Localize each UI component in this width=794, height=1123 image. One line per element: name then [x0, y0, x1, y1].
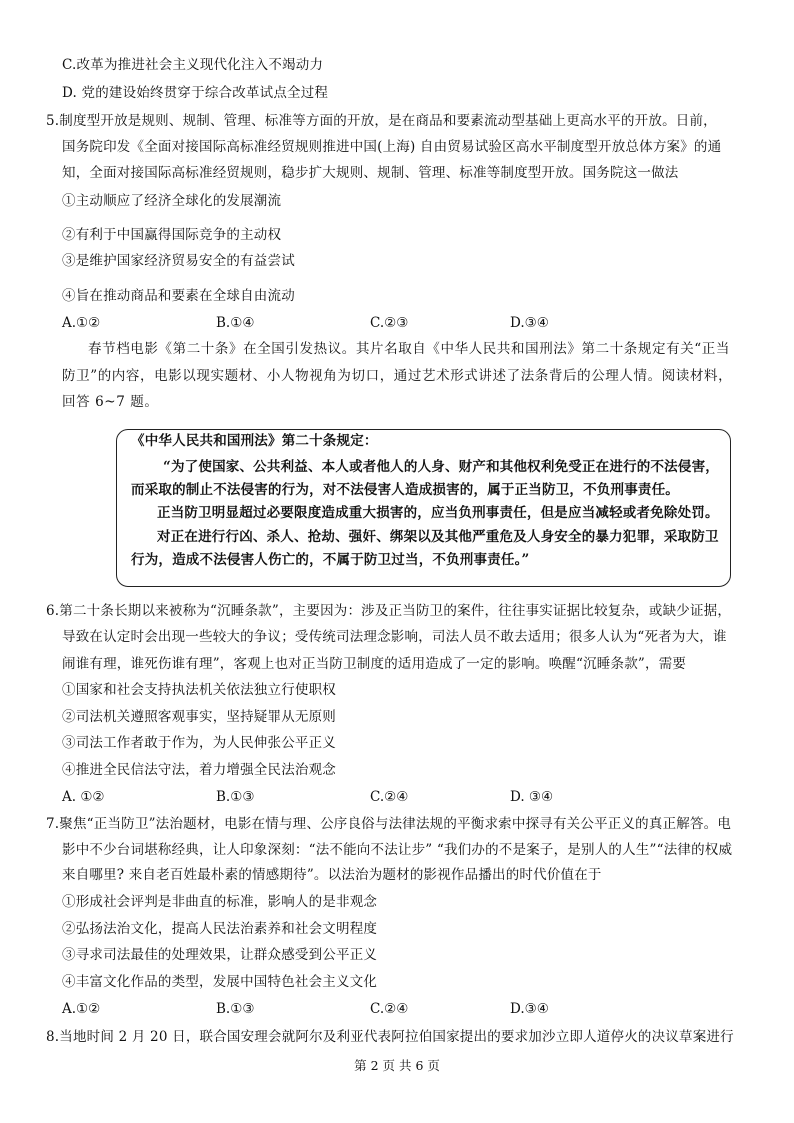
- choice-b[interactable]: B.①③: [216, 789, 255, 805]
- q6-item: ④推进全民信法守法，着力增强全民法治观念: [62, 762, 336, 778]
- choice-d[interactable]: D. ③④: [510, 789, 554, 805]
- law-quote-line: 行为，造成不法侵害人伤亡的，不属于防卫过当，不负刑事责任。”: [131, 552, 530, 568]
- q6-stem-line: 导致在认定时会出现一些较大的争议；受传统司法理念影响，司法人员不敢去适用；很多人认为“死者为大，谁: [62, 629, 727, 645]
- q7-stem-line: 影中不少台词堪称经典，让人印象深刻：“法不能向不法让步” “我们办的不是案子，是别人的人生”“法律的权威: [62, 842, 733, 858]
- choice-d[interactable]: D.③④: [510, 315, 549, 331]
- option-c-previous: C.改革为推进社会主义现代化注入不竭动力: [62, 57, 324, 73]
- q6-item: ①国家和社会支持执法机关依法独立行使职权: [62, 682, 336, 698]
- q7-item: ②弘扬法治文化，提高人民法治素养和社会文明程度: [62, 921, 378, 937]
- q6-choices: [62, 788, 742, 806]
- law-quote-box: [116, 429, 731, 587]
- q5-stem-line: 知，全面对接国际高标准经贸规则，稳步扩大规则、规制、管理、标准等制度型开放。国务院这一做法: [62, 165, 679, 181]
- q5-choices: [62, 314, 742, 332]
- q7-item: ①形成社会评判是非曲直的标准，影响人的是非观念: [62, 894, 378, 910]
- choice-c[interactable]: C.②④: [370, 1001, 409, 1017]
- law-quote-line: 而采取的制止不法侵害的行为，对不法侵害人造成损害的，属于正当防卫，不负刑事责任。: [131, 482, 679, 498]
- option-d-previous: D. 党的建设始终贯穿于综合改革试点全过程: [62, 85, 329, 101]
- q5-item: ④旨在推动商品和要素在全球自由流动: [62, 288, 295, 304]
- choice-a[interactable]: A.①②: [62, 315, 101, 331]
- q5-item: ①主动顺应了经济全球化的发展潮流: [62, 193, 282, 209]
- choice-b[interactable]: B.①③: [216, 1001, 255, 1017]
- q5-stem-line: 国务院印发《全面对接国际高标准经贸规则推进中国(上海) 自由贸易试验区高水平制度型开放总体方案》的通: [62, 139, 722, 155]
- q6-item: ③司法工作者敢于作为，为人民伸张公平正义: [62, 735, 336, 751]
- q6-stem-line: 6.第二十条长期以来被称为“沉睡条款”，主要因为：涉及正当防卫的案件，往往事实证据比较复杂，或缺少证据，: [46, 603, 732, 619]
- q5-item: ②有利于中国赢得国际竞争的主动权: [62, 227, 282, 243]
- q6-item: ②司法机关遵照客观事实，坚持疑罪从无原则: [62, 709, 336, 725]
- law-quote-line: “为了使国家、公共利益、本人或者他人的人身、财产和其他权利免受正在进行的不法侵害，: [163, 459, 719, 475]
- choice-b[interactable]: B.①④: [216, 315, 255, 331]
- choice-a[interactable]: A. ①②: [62, 789, 105, 805]
- q6-stem-line: 闹谁有理，谁死伤谁有理”，客观上也对正当防卫制度的适用造成了一定的影响。唤醒“沉睡条款”，需要: [62, 656, 687, 672]
- q5-stem-line: 5.制度型开放是规则、规制、管理、标准等方面的开放，是在商品和要素流动型基础上更高水平的开放。日前，: [46, 113, 717, 129]
- choice-d[interactable]: D.③④: [510, 1001, 549, 1017]
- q8-stem-line: 8.当地时间 2 月 20 日，联合国安理会就阿尔及利亚代表阿拉伯国家提出的要求加沙立即人道停火的决议草案进行: [46, 1029, 734, 1045]
- intro-line: 回答 6~7 题。: [62, 394, 159, 410]
- choice-c[interactable]: C.②③: [370, 315, 409, 331]
- intro-line: 春节档电影《第二十条》在全国引发热议。其片名取自《中华人民共和国刑法》第二十条规定有关“正当: [88, 341, 730, 357]
- q7-stem-line: 来自哪里? 来自老百姓最朴素的情感期待”。以法治为题材的影视作品播出的时代价值在于: [62, 867, 602, 883]
- q5-item: ③是维护国家经济贸易安全的有益尝试: [62, 253, 295, 269]
- law-quote-title: 《中华人民共和国刑法》第二十条规定：: [131, 433, 378, 449]
- page-number-footer: 第 2 页 共 6 页: [354, 1058, 440, 1073]
- q7-choices: [62, 1000, 742, 1018]
- choice-a[interactable]: A.①②: [62, 1001, 101, 1017]
- q7-stem-line: 7.聚焦“正当防卫”法治题材，电影在情与理、公序良俗与法律法规的平衡求索中探寻有关公平正义的真正解答。电: [46, 816, 732, 832]
- choice-c[interactable]: C.②④: [370, 789, 409, 805]
- q7-item: ③寻求司法最佳的处理效果，让群众感受到公平正义: [62, 947, 378, 963]
- law-quote-line: 对正在进行行凶、杀人、抢劫、强奸、绑架以及其他严重危及人身安全的暴力犯罪，采取防卫: [157, 529, 719, 545]
- q7-item: ④丰富文化作品的类型，发展中国特色社会主义文化: [62, 974, 378, 990]
- intro-line: 防卫”的内容，电影以现实题材、小人物视角为切口，通过艺术形式讲述了法条背后的公理人情。阅读材料，: [62, 368, 733, 384]
- law-quote-line: 正当防卫明显超过必要限度造成重大损害的，应当负刑事责任，但是应当减轻或者免除处罚。: [157, 505, 719, 521]
